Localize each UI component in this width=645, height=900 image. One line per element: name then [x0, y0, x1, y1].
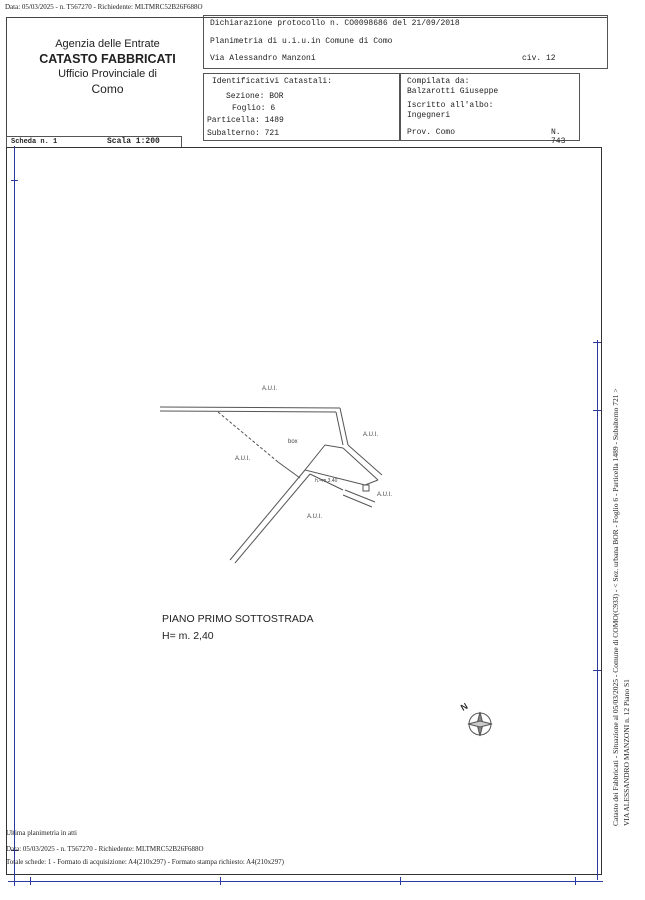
label-aui-right-2: A.U.I. [377, 492, 393, 498]
sezione: Sezione: BOR [226, 92, 284, 101]
frame-left-upper [6, 17, 7, 147]
albo-value: Ingegneri [407, 111, 451, 120]
bottom-meta: Data: 05/03/2025 - n. T567270 - Richiedente: MLTMRC52B26F688O [6, 845, 204, 853]
wall [160, 411, 336, 412]
north-arrow-icon [458, 698, 498, 744]
wall [345, 490, 375, 502]
civic-number: civ. 12 [522, 54, 556, 63]
bottom-totals: Totale schede: 1 - Formato di acquisizione: A4(210x297) - Formato stampa richiesto: A4(210x297) [6, 858, 284, 866]
compiler-label: Compilata da: [407, 77, 470, 86]
protocol-text: Dichiarazione protocollo n. CO0098686 del 21/09/2018 [210, 19, 460, 28]
subalterno: Subalterno: 721 [207, 129, 280, 138]
wall [340, 408, 348, 445]
label-box: box [288, 439, 298, 445]
tick-mark [593, 410, 601, 411]
wall [365, 480, 378, 485]
agency-office: Ufficio Provinciale di [58, 68, 157, 80]
label-aui-left: A.U.I. [235, 456, 251, 462]
scheda-number: Scheda n. 1 [11, 138, 58, 146]
bottom-registration-line [8, 881, 603, 882]
province: Prov. Como [407, 128, 456, 137]
tick-mark [593, 342, 601, 343]
scale: Scala 1:200 [107, 137, 160, 146]
compiler-box [400, 73, 580, 146]
agency-catasto: CATASTO FABBRICATI [39, 52, 176, 66]
label-aui-right: A.U.I. [363, 432, 379, 438]
left-registration-line [14, 146, 15, 886]
particella: Particella: 1489 [207, 116, 284, 125]
tick-mark [575, 877, 576, 885]
agency-name: Agenzia delle Entrate [55, 38, 160, 50]
tick-mark [11, 180, 18, 181]
wall [230, 470, 305, 560]
frame-right-line [601, 147, 602, 875]
compass-north-letter: N [458, 700, 470, 713]
floor-height: H= m. 2,40 [162, 630, 214, 642]
wall [160, 407, 340, 408]
column [363, 485, 369, 491]
ramp-line [278, 462, 300, 478]
top-meta: Data: 05/03/2025 - n. T567270 - Richiedente: MLTMRC52B26F688O [5, 3, 203, 11]
floor-plan [150, 370, 400, 570]
tick-mark [400, 877, 401, 885]
wall [348, 445, 382, 475]
register-number: N. 743 [551, 128, 566, 146]
last-plan-note: Ultima planimetria in atti [6, 829, 77, 837]
tick-mark [30, 877, 31, 885]
albo-label: Iscritto all'albo: [407, 101, 494, 110]
wall [343, 448, 378, 480]
side-info-2: VIA ALESSANDRO MANZONI n. 12 Piano S1 [622, 679, 631, 826]
floor-name: PIANO PRIMO SOTTOSTRADA [162, 613, 314, 625]
identifiers-heading: Identificativi Catastali: [212, 77, 333, 86]
label-aui-bottom: A.U.I. [307, 514, 323, 520]
right-registration-line [597, 340, 598, 880]
label-aui-top: A.U.I. [262, 386, 278, 392]
label-height: h.=m.3.40 [315, 478, 338, 484]
compiler-name: Balzarotti Giuseppe [407, 87, 499, 96]
ramp-line [218, 412, 278, 462]
side-info-1: Catasto dei Fabbricati - Situazione al 05/03/2025 - Comune di COMO(C933) - < Sez. urbana BOR - Foglio 6 - Particella 1489 - Subalterno 721 > [611, 388, 620, 826]
identifiers-box [203, 73, 400, 141]
plan-title: Planimetria di u.i.u.in Comune di Como [210, 37, 393, 46]
declaration-box [203, 15, 608, 69]
wall [343, 495, 372, 507]
agency-block [20, 37, 195, 97]
tick-mark [220, 877, 221, 885]
tick-mark [593, 670, 601, 671]
agency-city: Como [91, 82, 124, 96]
address-text: Via Alessandro Manzoni [210, 54, 316, 63]
foglio: Foglio: 6 [232, 104, 276, 113]
wall [235, 474, 310, 563]
